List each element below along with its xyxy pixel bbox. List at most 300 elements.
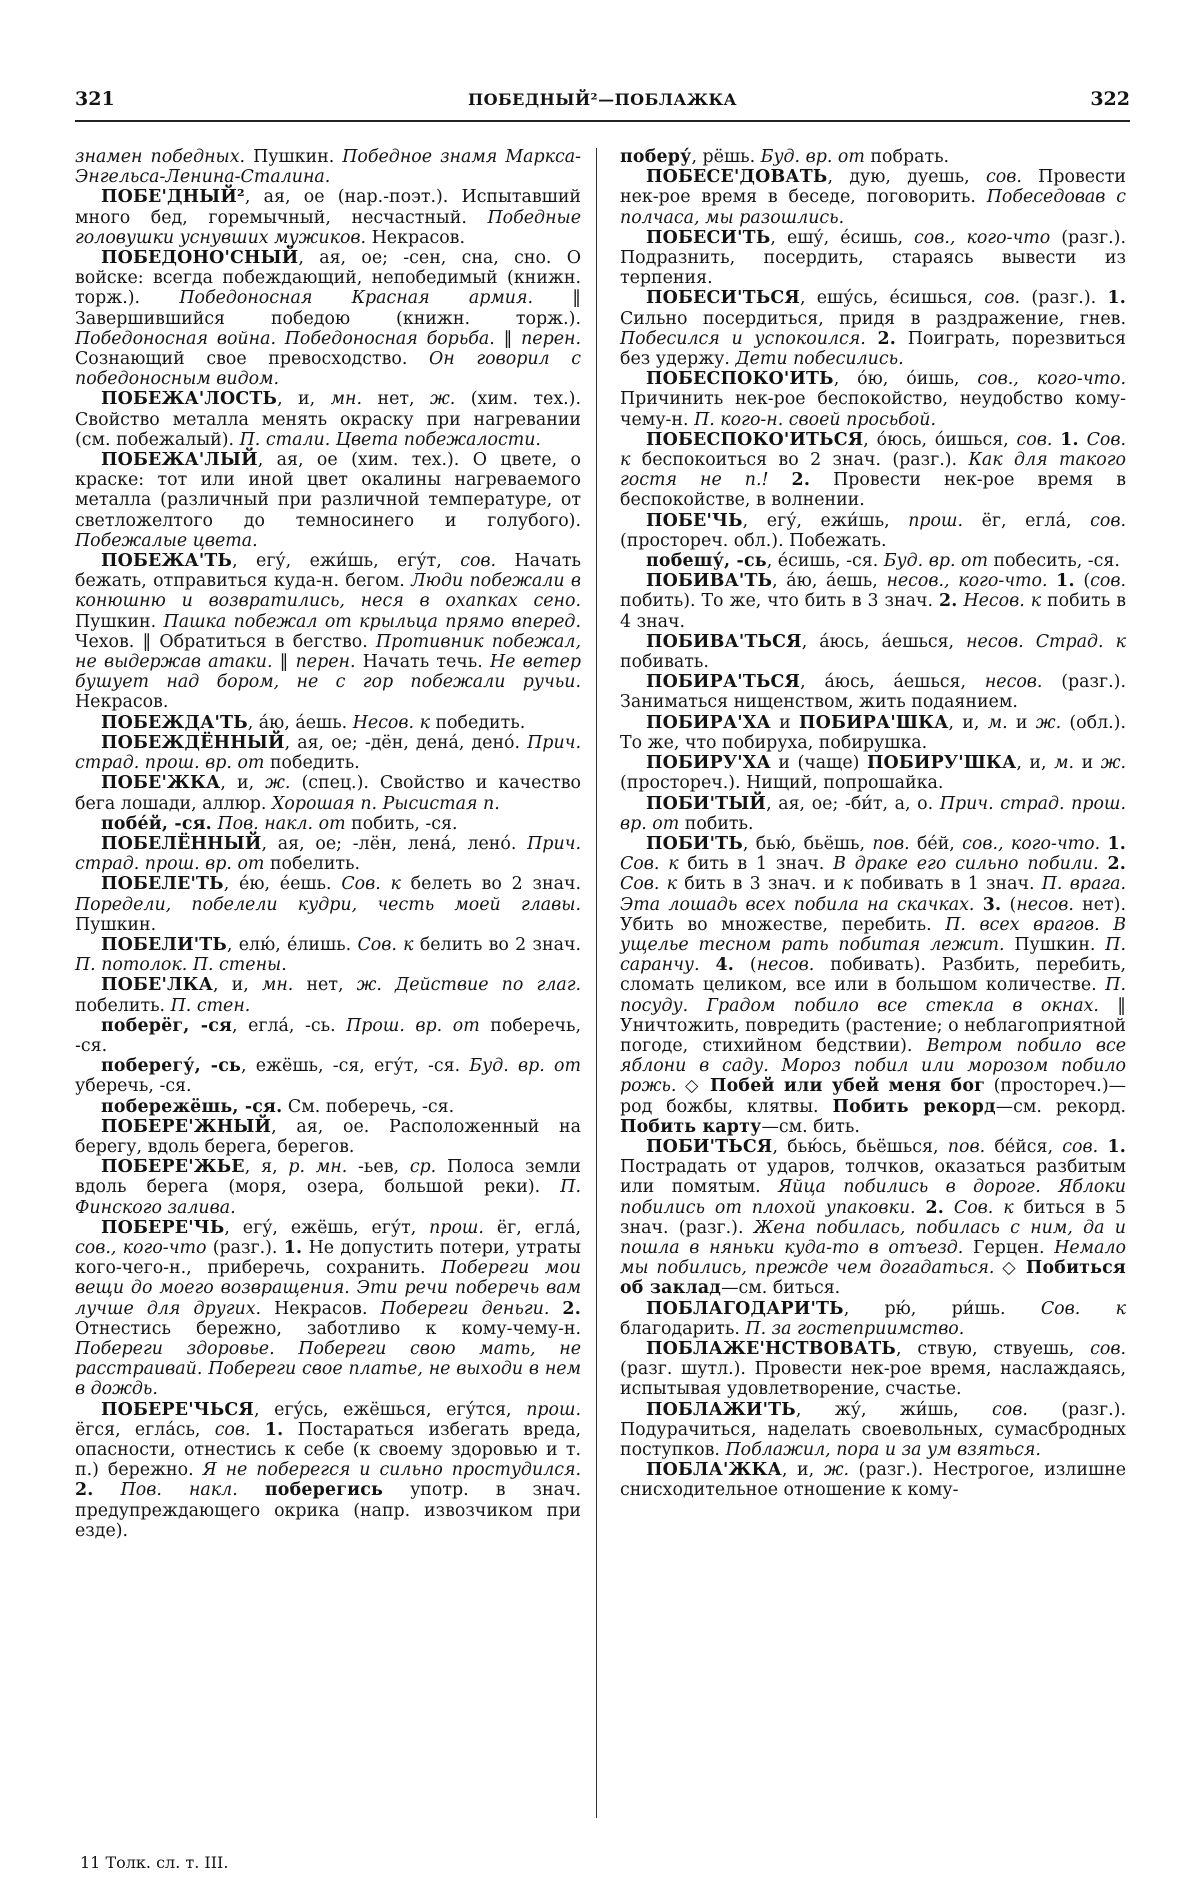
- entry-text: (обл.). То же, что побируха, побирушка.: [620, 712, 1126, 753]
- entry-italic-text: прош.: [429, 1217, 484, 1238]
- entry-italic-text: П. стен.: [170, 995, 251, 1016]
- entry-text: , и,: [781, 1460, 824, 1481]
- entry-text: беспокоиться во 2 знач. (разг.).: [630, 450, 969, 471]
- entry-text: [251, 1420, 265, 1440]
- entry-italic-text: несов., кого-что.: [886, 571, 1048, 592]
- entry-text: побить в 4 знач.: [620, 591, 1126, 632]
- dictionary-entry: [75, 1157, 581, 1218]
- entry-text: , егу́, ежёшь, егу́т,: [224, 1217, 430, 1238]
- entry-italic-text: Яйца побились в дороге. Яблоки побились от плохой упаковки.: [620, 1177, 1126, 1218]
- entry-text: [549, 1299, 562, 1319]
- entry-headword: ПОБЕ'ДНЫЙ²: [101, 187, 245, 208]
- entry-text: , ая, ое (нар.-поэт.). Испытавший много бед, горемычный, несчастный.: [75, 187, 581, 228]
- entry-headword: ПОБЕЖА'ЛОСТЬ: [101, 389, 278, 410]
- entry-headword: Побить карту: [620, 1116, 762, 1137]
- entry-italic-text: мн.: [330, 389, 363, 410]
- entry-headword: ПОБИРУ'ШКА: [866, 753, 1017, 774]
- entry-italic-text: Несов. к: [352, 712, 430, 733]
- entry-text: , а́ю, а́ешь.: [247, 712, 353, 733]
- entry-italic-text: Противник побежал, не выдержав атаки.: [75, 631, 582, 673]
- entry-text: Поиграть, порезвиться без удержу.: [620, 328, 1126, 370]
- entry-text: -ьев,: [347, 1157, 410, 1178]
- entry-text: [769, 470, 792, 490]
- entry-text: Постараться избегать вреда, опасности, отнестись к себе (к своему здоровью и т. п.) бережно.: [75, 1419, 581, 1481]
- entry-text: Причинить нек-рое беспокойство, неудобство кому-чему-н.: [620, 389, 1126, 430]
- entry-text: (хим. тех.). Свойство металла менять окраску при нагревании (см. побежалый).: [75, 389, 581, 450]
- page-number-right: 322: [1090, 88, 1130, 110]
- entry-headword: ПОБЛА'ЖКА: [646, 1460, 782, 1481]
- entry-text: , и,: [220, 773, 266, 794]
- entry-text: , ая, ое; -би́т, а, о.: [766, 793, 940, 814]
- entry-italic-text: несов.: [756, 955, 815, 976]
- entry-headword: ПОБИРА'ХА: [646, 712, 771, 733]
- entry-italic-text: П. за гостеприимство.: [745, 1318, 965, 1339]
- entry-italic-text: сов.: [985, 167, 1022, 188]
- entry-italic-text: сов.: [984, 288, 1021, 309]
- entry-italic-text: Как для такого гостя не п.!: [620, 450, 1126, 491]
- entry-text: Сильно посердиться, придя в раздражение, гнев.: [620, 308, 1126, 329]
- dictionary-entry: [620, 228, 1126, 289]
- entry-text: (простореч.). Нищий, попрошайка.: [620, 773, 944, 794]
- dictionary-entry: [620, 632, 1126, 672]
- entry-italic-text: Хорошая п. Рысистая п.: [271, 793, 500, 814]
- dictionary-entry: [620, 794, 1126, 834]
- dictionary-entry: [75, 1056, 581, 1096]
- entry-text: ◇: [994, 1258, 1026, 1279]
- entry-text: , е́ю, е́ешь.: [223, 874, 342, 895]
- entry-headword: Побиться об заклад: [620, 1258, 1126, 1299]
- entry-text: —см. рекорд.: [995, 1096, 1126, 1117]
- entry-text: (разг.).: [1020, 288, 1108, 309]
- entry-text: белить во 2 знач.: [413, 934, 581, 955]
- entry-text: ‖: [494, 328, 522, 349]
- entry-text: (разг.). Подурачиться, наделать своевольных, сумасбродных поступков.: [620, 1399, 1126, 1460]
- entry-text: (: [734, 955, 757, 976]
- entry-headword: 2.: [75, 1480, 94, 1501]
- entry-headword: 1.: [1060, 429, 1079, 450]
- entry-italic-text: к: [842, 874, 853, 895]
- entry-headword: побешу́, -сь: [646, 551, 767, 572]
- entry-headword: ПОБЕЛЁННЫЙ: [101, 833, 262, 854]
- entry-headword: 1.: [283, 1237, 303, 1258]
- dictionary-entry: [620, 1400, 1126, 1461]
- entry-text: Провести нек-рое время в беседе, поговорить.: [620, 167, 1126, 208]
- dictionary-entry: [75, 834, 581, 874]
- entry-italic-text: П. Финского залива.: [75, 1177, 581, 1218]
- entry-italic-text: Прош. вр. от: [346, 1015, 480, 1036]
- entry-text: Чехов. ‖ Обратиться в бегство.: [75, 631, 376, 652]
- dictionary-entry: [75, 147, 581, 187]
- entry-italic-text: Побесился и успокоился.: [620, 328, 866, 349]
- page-number-left: 321: [75, 88, 115, 110]
- entry-headword: 2.: [925, 1197, 945, 1218]
- entry-text: и: [1007, 712, 1036, 733]
- entry-text: , а́юсь, а́ешься,: [801, 631, 967, 652]
- entry-text: (разг.). Нестрогое, излишне снисходительное отношение к кому-: [620, 1460, 1126, 1501]
- entry-text: , я,: [244, 1157, 289, 1178]
- entry-text: нет). Убить во множестве, перебить.: [620, 894, 1126, 935]
- entry-headword: Побить рекорд: [832, 1096, 996, 1117]
- entry-text: побрать.: [864, 147, 950, 167]
- signature-footer: 11 Толк. сл. т. III.: [80, 1853, 229, 1872]
- dictionary-entry: [620, 672, 1126, 712]
- entry-italic-text: перен.: [295, 652, 356, 673]
- entry-headword: 3.: [982, 894, 1002, 915]
- entry-italic-text: Буд. вр. от: [469, 1056, 581, 1077]
- entry-text: , рёшь.: [691, 147, 761, 167]
- entry-italic-text: Поблажил, пора и за ум взяться.: [725, 1440, 1041, 1460]
- entry-italic-text: П. саранчу.: [620, 934, 1126, 976]
- entry-italic-text: ж.: [265, 773, 291, 794]
- entry-text: побить.: [679, 813, 754, 834]
- entry-italic-text: Сов. к: [620, 429, 1127, 471]
- entry-text: Некрасов.: [261, 1298, 381, 1319]
- entry-text: , ствую, ствуешь,: [896, 1338, 1091, 1359]
- entry-text: побелить.: [264, 854, 361, 875]
- entry-headword: ПОБЕ'ЧЬ: [646, 510, 743, 531]
- dictionary-entry: [75, 935, 581, 975]
- entry-text: Пушкин.: [75, 914, 157, 935]
- entry-headword: ПОБИ'ТЬСЯ: [646, 1136, 773, 1157]
- dictionary-entry: [620, 1339, 1126, 1400]
- entry-italic-text: сов.: [1062, 1136, 1099, 1157]
- entry-text: См. поберечь, -ся.: [282, 1096, 455, 1117]
- entry-italic-text: Люди побежали в конюшню и возвратились, неся в охапках сено.: [75, 571, 581, 612]
- entry-italic-text: сов.: [214, 1419, 251, 1440]
- entry-italic-text: Побереги мои вещи до моего возвращения. Эти речи поберечь вам лучше для других.: [75, 1258, 581, 1319]
- entry-text: , дую, дуешь,: [827, 167, 986, 188]
- entry-text: , ешу́, е́сишь,: [770, 227, 915, 248]
- entry-text: [1048, 571, 1057, 591]
- entry-headword: ПОБИРА'ТЬСЯ: [646, 672, 801, 693]
- entry-text: , и,: [212, 975, 262, 996]
- entry-text: , бью́, бьёшь,: [742, 833, 873, 854]
- entry-headword: 1.: [1107, 833, 1127, 854]
- entry-italic-text: сов.: [1090, 571, 1126, 592]
- entry-italic-text: сов., кого-что: [75, 1237, 207, 1258]
- entry-headword: 1.: [1107, 1136, 1127, 1157]
- entry-text: побесить, -ся.: [987, 551, 1120, 572]
- entry-text: , и,: [948, 712, 988, 733]
- entry-italic-text: ж.: [1035, 712, 1062, 733]
- entry-headword: ПОБЕРЕ'ЧЬСЯ: [101, 1399, 254, 1420]
- entry-text: бить в 1 знач.: [678, 854, 834, 875]
- dictionary-entry: [620, 1460, 1126, 1500]
- page-header: [75, 88, 1130, 122]
- dictionary-entry: [75, 1400, 581, 1541]
- column-divider: [596, 148, 597, 1818]
- entry-headword: ПОБЛАЖИ'ТЬ: [646, 1399, 796, 1420]
- entry-italic-text: м.: [987, 712, 1008, 733]
- entry-text: , бью́сь, бьёшься,: [772, 1136, 948, 1157]
- entry-italic-text: Пов. накл.: [120, 1480, 238, 1501]
- entry-text: , ая, ое (хим. тех.). О цвете, о краске: тот или иной цвет окалины нагреваемого металла (различный при различной температуре, от светложелтого до темносинего и голубого).: [75, 450, 581, 531]
- dictionary-entry: [620, 430, 1126, 511]
- entry-italic-text: Сов. к: [953, 1197, 1014, 1218]
- entry-text: [944, 1198, 954, 1218]
- entry-italic-text: Побереги деньги.: [380, 1298, 550, 1319]
- entry-text: Пострадать от ударов, толчков, оказаться разбитым или помятым.: [620, 1157, 1126, 1198]
- dictionary-entry: [75, 248, 581, 389]
- entry-headword: ПОБИРУ'ХА: [646, 753, 771, 774]
- entry-text: (разг.).: [206, 1237, 284, 1258]
- entry-headword: ПОБЕРЕ'ЖНЫЙ: [101, 1116, 272, 1137]
- entry-text: белеть во 2 знач.: [400, 874, 581, 895]
- entry-text: Сознающий свое превосходство.: [75, 349, 430, 370]
- entry-text: побить). То же, что бить в 3 знач.: [620, 591, 939, 612]
- entry-italic-text: сов., кого-что.: [962, 833, 1101, 854]
- entry-headword: поберегу́, -сь: [101, 1056, 242, 1077]
- entry-italic-text: ср.: [409, 1157, 437, 1178]
- entry-headword: ПОБЕЛЕ'ТЬ: [101, 874, 224, 895]
- entry-italic-text: Побежалые цвета.: [75, 530, 258, 551]
- entry-italic-text: сов.: [992, 1399, 1028, 1420]
- entry-text: (: [1001, 894, 1017, 915]
- entry-text: (разг.). Подразнить, посердить, стараясь вывести из терпения.: [620, 227, 1126, 289]
- entry-text: , и,: [1016, 753, 1055, 774]
- entry-text: (простореч. обл.). Побежать.: [620, 530, 887, 551]
- entry-text: [238, 1480, 265, 1500]
- entry-headword: 2.: [791, 470, 811, 491]
- entry-text: ёг, егла́,: [483, 1217, 581, 1238]
- dictionary-entry: [75, 874, 581, 935]
- entry-text: ◇: [676, 1076, 710, 1097]
- dictionary-entry: [75, 187, 581, 248]
- entry-italic-text: Победные головушки уснувших мужиков.: [75, 207, 581, 248]
- entry-text: [916, 1198, 926, 1218]
- dictionary-entry: [75, 814, 581, 834]
- entry-text: , ешу́сь, е́сишься,: [799, 288, 985, 309]
- dictionary-entry: [75, 551, 581, 713]
- entry-text: ‖ Завершившийся победою (книжн. торж.).: [75, 288, 581, 329]
- entry-headword: ПОБЛАЖЕ'НСТВОВАТЬ: [646, 1338, 896, 1359]
- entry-headword: поберу́: [620, 147, 692, 167]
- entry-text: победить.: [429, 712, 526, 733]
- entry-text: [94, 1480, 121, 1500]
- dictionary-entry: [620, 288, 1126, 369]
- entry-text: Не допустить потери, утраты кого-чего-н., приберечь, сохранить.: [75, 1237, 581, 1279]
- entry-italic-text: П. посуду. Градом побило все стекла в окнах.: [620, 975, 1126, 1016]
- entry-text: , егла́, -сь.: [232, 1015, 347, 1036]
- entry-italic-text: ж.: [823, 1460, 849, 1481]
- entry-text: , а́юсь, а́ешься,: [800, 672, 985, 693]
- entry-text: —см. биться.: [721, 1278, 841, 1299]
- entry-italic-text: Сов. к: [357, 934, 414, 955]
- entry-text: , о́юсь, о́ишься,: [863, 429, 1017, 450]
- entry-italic-text: сов.: [460, 551, 497, 572]
- dictionary-entry: [75, 773, 581, 813]
- entry-italic-text: сов.: [1090, 510, 1126, 531]
- right-column: [620, 147, 1126, 1501]
- entry-text: , егу́, ежи́шь,: [742, 510, 909, 531]
- entry-headword: 1.: [264, 1419, 284, 1440]
- entry-italic-text: Побеседовав с полчаса, мы разошлись.: [620, 187, 1126, 228]
- entry-headword: ПОБЕДОНО'СНЫЙ: [101, 248, 299, 269]
- entry-italic-text: П. кого-н. своей просьбой.: [694, 409, 936, 430]
- entry-headword: побе́й, -ся.: [101, 813, 212, 834]
- entry-italic-text: П. врага. Эта лошадь всех побила на скачках.: [620, 874, 1126, 915]
- entry-headword: ПОБЕЖДЁННЫЙ: [101, 732, 285, 753]
- entry-italic-text: Жена побилась, побилась с ним, да и пошла в няньки куда-то в отъезд.: [620, 1217, 1126, 1258]
- entry-text: бе́йся,: [985, 1136, 1063, 1157]
- dictionary-entry: [620, 369, 1126, 430]
- entry-text: побивать.: [620, 652, 709, 673]
- entry-headword: ПОБЛАГОДАРИ'ТЬ: [646, 1298, 844, 1319]
- entry-italic-text: м.: [1054, 753, 1075, 774]
- entry-text: (разг. шутл.). Провести нек-рое время, наслаждаясь, испытывая удовлетворение, счастье.: [620, 1359, 1126, 1400]
- entry-italic-text: несов. Страд. к: [966, 631, 1126, 652]
- entry-headword: ПОБЕЛИ'ТЬ: [101, 934, 227, 955]
- entry-text: бе́й,: [909, 833, 963, 854]
- entry-headword: ПОБИРА'ШКА: [799, 712, 949, 733]
- entry-text: нет,: [362, 389, 430, 410]
- entry-text: Полоса земли вдоль берега (моря, озера, большой реки).: [75, 1157, 582, 1198]
- dictionary-entry: [620, 1299, 1126, 1339]
- entry-text: , ая, ое. Расположенный на берегу, вдоль берега, берегов.: [75, 1116, 581, 1157]
- dictionary-entry: [620, 511, 1126, 551]
- entry-italic-text: сов.: [1090, 1338, 1126, 1359]
- entry-italic-text: Он говорил с победоносным видом.: [75, 349, 581, 390]
- entry-italic-text: Несов. к: [963, 591, 1042, 612]
- entry-text: и: [1074, 753, 1101, 774]
- entry-headword: ПОБЕЖДА'ТЬ: [101, 712, 248, 733]
- entry-italic-text: Побереги здоровье. Побереги свою мать, не расстраивай. Побереги свое платье, не выходи в нем в дождь.: [75, 1338, 581, 1400]
- entry-text: Герцен.: [963, 1237, 1055, 1258]
- entry-text: Начать бежать, отправиться куда-н. бегом.: [75, 551, 581, 592]
- entry-italic-text: мн.: [261, 975, 294, 996]
- entry-italic-text: несов.: [1016, 894, 1074, 915]
- entry-text: —см. бить.: [761, 1116, 860, 1137]
- entry-headword: Побей или убей меня бог: [709, 1076, 985, 1097]
- entry-text: биться в 5 знач. (разг.).: [620, 1197, 1126, 1238]
- entry-text: поберечь, -ся.: [75, 1015, 581, 1056]
- entry-italic-text: Буд. вр. от: [883, 551, 988, 572]
- dictionary-entry: [620, 834, 1126, 1137]
- entry-text: [866, 329, 878, 349]
- dictionary-entry: [620, 571, 1126, 632]
- entry-italic-text: несов.: [984, 672, 1043, 693]
- entry-text: употр. в знач. предупреждающего окрика (напр. извозчиком при езде).: [75, 1480, 582, 1541]
- entry-italic-text: сов., кого-что: [914, 227, 1051, 248]
- entry-text: благодарить.: [620, 1318, 746, 1339]
- entry-italic-text: Сов. к: [341, 874, 401, 895]
- entry-text: побелить.: [75, 995, 171, 1016]
- entry-text: (: [1074, 571, 1091, 592]
- entry-text: побивать в 1 знач.: [852, 874, 1042, 895]
- entry-italic-text: сов., кого-что.: [977, 369, 1126, 390]
- entry-headword: ПОБЕ'ЛКА: [101, 975, 213, 996]
- entry-text: уберечь, -ся.: [75, 1076, 192, 1097]
- dictionary-entry: [75, 1016, 581, 1056]
- running-head: ПОБЕДНЫЙ²—ПОБЛАЖКА: [467, 90, 738, 109]
- entry-headword: 1.: [1056, 571, 1075, 592]
- entry-headword: ПОБЕСПОКО'ИТЬСЯ: [646, 429, 864, 450]
- entry-headword: 2.: [562, 1298, 581, 1319]
- entry-text: , жу́, жи́шь,: [795, 1399, 993, 1420]
- dictionary-entry: [620, 1137, 1126, 1299]
- entry-italic-text: Поредели, побелели кудри, честь моей главы.: [75, 894, 581, 915]
- entry-italic-text: прош.: [908, 510, 964, 531]
- entry-italic-text: Дети побесились.: [735, 349, 904, 370]
- entry-text: [700, 955, 716, 975]
- entry-italic-text: Ветром побило все яблони в саду. Мороз побил или морозом побило рожь.: [620, 1035, 1126, 1097]
- entry-headword: 2.: [1107, 854, 1126, 875]
- entry-italic-text: р. мн.: [288, 1157, 348, 1178]
- entry-italic-text: Победоносная война. Победоносная борьба.: [75, 328, 495, 349]
- entry-text: победить.: [264, 753, 360, 774]
- entry-text: Начать течь.: [355, 652, 490, 673]
- entry-italic-text: знамен победных.: [75, 147, 246, 167]
- dictionary-entry: [620, 753, 1126, 793]
- dictionary-entry: [620, 713, 1126, 753]
- entry-text: , ая, ое; -сен, сна, сно. О войске: всегда побеждающий, непобедимый (книжн. торж.).: [75, 248, 581, 309]
- entry-text: [974, 895, 982, 915]
- dictionary-entry: [620, 147, 1126, 167]
- entry-text: бить в 3 знач. и: [677, 874, 843, 895]
- entry-text: , и,: [277, 389, 331, 410]
- dictionary-entry: [75, 975, 581, 1015]
- entry-headword: поберегись: [264, 1480, 384, 1501]
- entry-italic-text: Прич. страд. прош. вр. от: [620, 793, 1126, 834]
- entry-headword: 2.: [877, 328, 897, 349]
- dictionary-entry: [75, 713, 581, 733]
- entry-text: побивать). Разбить, перебить, сломать целиком, все или в большом количестве.: [620, 955, 1127, 996]
- entry-italic-text: Я не поберегся и сильно простудился.: [202, 1460, 582, 1481]
- entry-headword: ПОБЕСИ'ТЬСЯ: [646, 288, 800, 309]
- entry-text: Пушкин.: [245, 147, 343, 167]
- entry-headword: ПОБИВА'ТЬ: [646, 571, 773, 592]
- entry-italic-text: П. стали. Цвета побежалости.: [239, 429, 541, 450]
- entry-italic-text: Сов. к: [620, 854, 679, 875]
- entry-headword: ПОБЕЖА'ТЬ: [101, 551, 233, 572]
- entry-text: , е́сишь, -ся.: [766, 551, 884, 572]
- entry-headword: ПОБЕСИ'ТЬ: [646, 227, 771, 248]
- entry-text: , о́ю, о́ишь,: [833, 369, 978, 390]
- left-column: [75, 147, 581, 1541]
- entry-headword: 2.: [938, 591, 958, 612]
- entry-text: ‖: [272, 652, 296, 673]
- entry-text: Некрасов.: [366, 227, 465, 248]
- entry-text: Пушкин.: [1004, 934, 1106, 955]
- entry-italic-text: Буд. вр. от: [760, 147, 865, 167]
- dictionary-entry: [75, 450, 581, 551]
- entry-italic-text: Пов. накл. от: [217, 813, 346, 834]
- entry-headword: ПОБИ'ТЬ: [646, 833, 743, 854]
- entry-text: (спец.). Свойство и качество бега лошади, аллюр.: [75, 773, 582, 814]
- dictionary-entry: [620, 167, 1126, 228]
- entry-italic-text: пов.: [947, 1136, 986, 1157]
- entry-italic-text: В драке его сильно побили.: [833, 854, 1099, 875]
- entry-headword: ПОБЕЖА'ЛЫЙ: [101, 450, 258, 471]
- entry-headword: 1.: [1107, 288, 1126, 309]
- entry-italic-text: ж. Действие по глаг.: [356, 975, 582, 996]
- dictionary-entry: [620, 551, 1126, 571]
- entry-italic-text: П. всех врагов. В ущелье тесном рать побитая лежит.: [620, 914, 1126, 955]
- entry-text: (разг.). Заниматься нищенством, жить подаянием.: [620, 672, 1126, 713]
- entry-headword: ПОБЕСЕ'ДОВАТЬ: [646, 167, 828, 188]
- entry-headword: ПОБЕРЕ'ЖЬЕ: [101, 1157, 245, 1178]
- dictionary-entry: [75, 389, 581, 450]
- entry-text: , ежёшь, -ся, егу́т, -ся.: [241, 1056, 470, 1077]
- entry-italic-text: перен.: [521, 328, 581, 349]
- entry-italic-text: Пашка побежал от крыльца прямо вперед.: [163, 611, 581, 632]
- entry-text: нет,: [293, 975, 357, 996]
- entry-text: и (чаще): [770, 753, 867, 774]
- entry-text: Пушкин.: [75, 611, 164, 632]
- entry-text: ‖ Уничтожить, повредить (растение; о неблагоприятной погоде, стихийном бедствии).: [620, 995, 1126, 1056]
- dictionary-entry: [75, 1218, 581, 1400]
- entry-headword: ПОБИВА'ТЬСЯ: [646, 631, 802, 652]
